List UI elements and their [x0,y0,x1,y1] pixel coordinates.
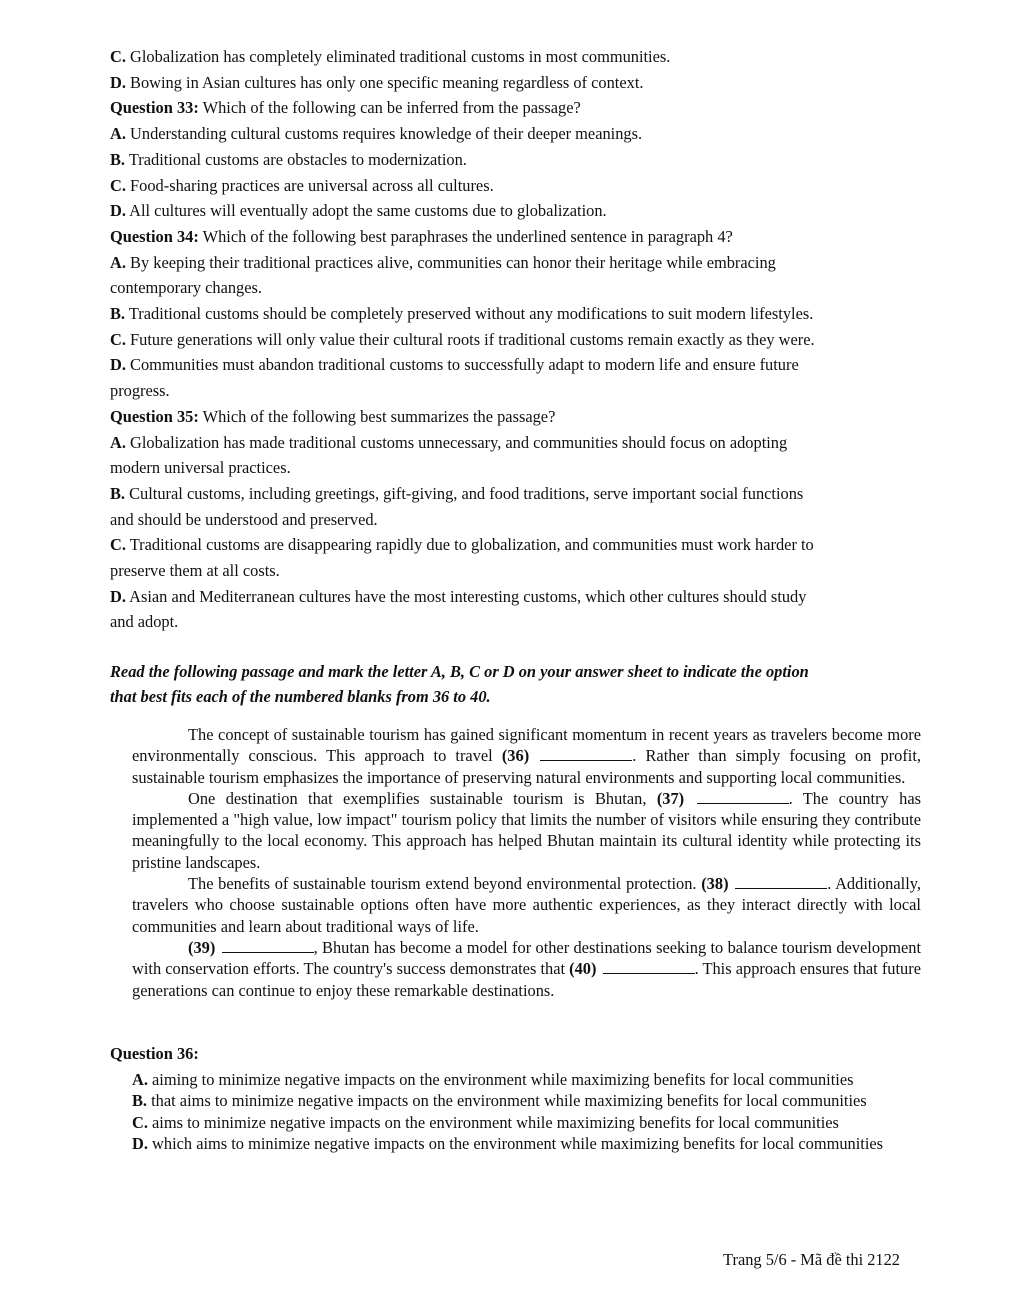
option-line: B. Cultural customs, including greetings, gift-giving, and food traditions, serve important social functions [110,483,804,503]
option-c: C. aims to minimize negative impacts on the environment while maximizing benefits for local communities [132,1112,839,1132]
answer-blank [735,874,827,889]
option-line-continued: contemporary changes. [110,278,263,298]
option-line: D. Asian and Mediterranean cultures have the most interesting customs, which other cultures should study [110,586,807,606]
passage-paragraph-4: (39) , Bhutan has become a model for other destinations seeking to balance tourism development with conservation efforts. The country's success demonstrates that (40) . This approach ensures that future generations can continue to enjoy these remarkable destinations. [132,937,921,1000]
option-line: A. By keeping their traditional practices alive, communities can honor their heritage while embracing [110,252,776,272]
question-34-title: Question 34: Which of the following best paraphrases the underlined sentence in paragraph 4? [110,226,733,246]
option-line: C. Future generations will only value their cultural roots if traditional customs remain exactly as they were. [110,329,815,349]
instruction-line: Read the following passage and mark the letter A, B, C or D on your answer sheet to indicate the option [110,662,809,681]
option-line: D. All cultures will eventually adopt the same customs due to globalization. [110,201,607,221]
section-instruction [110,659,920,709]
reading-passage [132,724,921,1001]
option-line: B. Traditional customs are obstacles to modernization. [110,149,467,169]
option-line: D. Communities must abandon traditional customs to successfully adapt to modern life and ensure future [110,355,799,375]
option-line: D. Bowing in Asian cultures has only one specific meaning regardless of context. [110,72,644,92]
option-b: B. that aims to minimize negative impacts on the environment while maximizing benefits for local communities [132,1091,867,1111]
question-36-title: Question 36: [110,1044,199,1063]
answer-blank [540,746,632,761]
option-line: A. Understanding cultural customs requires knowledge of their deeper meanings. [110,124,643,144]
question-33-title: Question 33: Which of the following can be inferred from the passage? [110,98,581,118]
question-36-options [132,1069,921,1154]
blank-number: (36) [501,746,530,766]
option-line: C. Traditional customs are disappearing rapidly due to globalization, and communities must work harder to [110,535,814,555]
option-line: C. Food-sharing practices are universal across all cultures. [110,175,494,195]
page-footer: Trang 5/6 - Mã đề thi 2122 [723,1250,900,1269]
passage-paragraph-2: One destination that exemplifies sustainable tourism is Bhutan, (37) . The country has implemented a "high value, low impact" tourism policy that limits the number of visitors while ensuring they contribute meaningfully to the local economy. This approach has helped Bhutan maintain its cultural identity while protecting its pristine landscapes. [132,788,921,872]
answer-blank [603,959,695,974]
instruction-line: that best fits each of the numbered blanks from 36 to 40. [110,687,491,706]
passage-paragraph-3: The benefits of sustainable tourism extend beyond environmental protection. (38) . Additionally, travelers who choose sustainable options often have more authentic experiences, as they interact directly with local communities and learn about traditional ways of life. [132,874,921,936]
option-line-continued: progress. [110,381,170,401]
option-line: B. Traditional customs should be completely preserved without any modifications to suit modern lifestyles. [110,304,814,324]
option-line-continued: and adopt. [110,612,179,632]
option-line: C. Globalization has completely eliminated traditional customs in most communities. [110,47,671,66]
option-line-continued: modern universal practices. [110,458,291,478]
option-a: A. aiming to minimize negative impacts on the environment while maximizing benefits for local communities [132,1070,854,1089]
question-35-title: Question 35: Which of the following best summarizes the passage? [110,406,556,426]
option-line-continued: and should be understood and preserved. [110,509,378,529]
previous-questions [110,44,930,635]
blank-number: (40) [569,959,597,979]
answer-blank [697,789,789,804]
blank-number: (39) [188,937,216,957]
option-line-continued: preserve them at all costs. [110,561,280,581]
blank-number: (37) [656,788,685,808]
answer-blank [222,938,314,953]
passage-paragraph-1: The concept of sustainable tourism has gained significant momentum in recent years as travelers become more environmentally conscious. This approach to travel (36) . Rather than simply focusing on profit, sustainable tourism emphasizes the importance of preserving natural environments and supporting local communities. [132,725,921,787]
blank-number: (38) [701,874,729,894]
option-line: A. Globalization has made traditional customs unnecessary, and communities should focus on adopting [110,432,788,452]
option-d: D. which aims to minimize negative impacts on the environment while maximizing benefits for local communities [132,1133,884,1153]
